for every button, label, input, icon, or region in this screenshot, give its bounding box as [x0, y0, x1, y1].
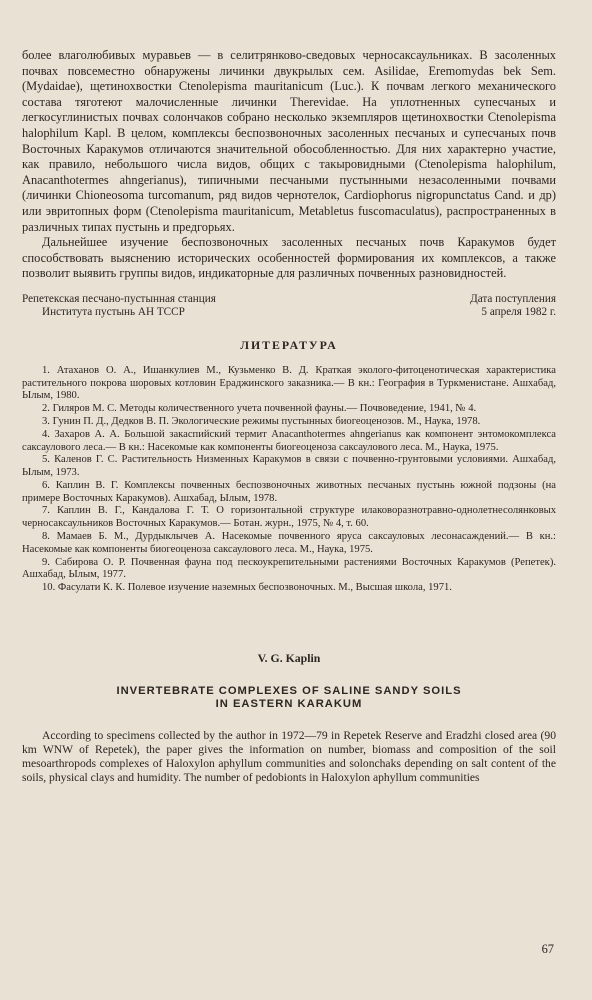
english-title	[22, 685, 556, 712]
reference-item: 1. Атаханов О. А., Ишанкулиев М., Кузьменко В. Д. Краткая эколого-фитоценотическая характеристика растительного покрова шоровых котловин Ераджинского заказника.— В кн.: География в Туркменистане. Ашхабад, Ылым, 1980.	[22, 364, 556, 402]
reference-item: 3. Гунин П. Д., Дедков В. П. Экологические режимы пустынных биогеоценозов. М., Наука, 1978.	[42, 415, 481, 427]
received-date-value: 5 апреля 1982 г.	[481, 306, 556, 319]
institution-line-2: Института пустынь АН ТССР	[42, 306, 185, 319]
page-number: 67	[541, 942, 554, 956]
english-abstract: According to specimens collected by the author in 1972—79 in Repetek Reserve and Eradzhi closed area (90 km WNW of Repetek), the paper gives the information on number, biomass and composition of the soil mesoarthropods complexes of Haloxylon aphyllum communities and solonchaks depending on salt content of the soils, physical clays and humidity. The number of pedobionts in Haloxylon aphyllum communities	[22, 728, 556, 785]
reference-item: 9. Сабирова О. Р. Почвенная фауна под пескоукрепительными растениями Восточных Каракумов (Репетек). Ашхабад, Ылым, 1977.	[22, 556, 556, 581]
reference-item: 8. Мамаев Б. М., Дурдыклычев А. Насекомые почвенного яруса саксауловых лесонасаждений.— В кн.: Насекомые как компоненты биогеоценоза саксаулового леса. М., Наука, 1975.	[22, 531, 556, 555]
institution-line-1: Репетекская песчано-пустынная станция	[22, 292, 216, 305]
english-title-line-2: IN EASTERN KARAKUM	[215, 698, 363, 711]
english-title-line-1: INVERTEBRATE COMPLEXES OF SALINE SANDY SOILS	[116, 685, 462, 698]
affiliation-block	[22, 293, 556, 320]
received-date-label: Дата поступления	[470, 292, 556, 305]
reference-item: 2. Гиляров М. С. Методы количественного учета почвенной фауны.— Почвоведение, 1941, № 4.	[42, 403, 477, 415]
article-body	[22, 48, 556, 282]
body-paragraph-2: Дальнейшее изучение беспозвоночных засоленных песчаных почв Каракумов будет способствовать выяснению исторических особенностей формирования их комплексов, а также позволит выявить группы видов, индикаторные для различных почвенных разновидностей.	[22, 235, 556, 281]
reference-item: 4. Захаров А. А. Большой закаспийский термит Anacanthotermes ahngerianus как компонент энтомокомплекса саксаулового леса.— В кн.: Насекомые как компоненты биогеоценоза саксаулового леса. М., Наука, 1975.	[22, 428, 556, 453]
literature-heading: ЛИТЕРАТУРА	[240, 337, 338, 352]
reference-item: 6. Каплин В. Г. Комплексы почвенных беспозвоночных животных песчаных пустынь южной подзоны (на примере Восточных Каракумов). Ашхабад, Ылым, 1978.	[22, 479, 556, 504]
received-date	[364, 293, 556, 320]
reference-list	[22, 365, 556, 595]
reference-item: 10. Фасулати К. К. Полевое изучение наземных беспозвоночных. М., Высшая школа, 1971.	[42, 582, 452, 594]
reference-item: 5. Каленов Г. С. Растительность Низменных Каракумов в связи с почвенно-грунтовыми условиями. Ашхабад, Ылым, 1973.	[22, 454, 556, 479]
body-paragraph-1: более влаголюбивых муравьев — в селитрянково-сведовых черносаксаульниках. В засоленных почвах повсеместно обнаружены личинки двукрылых сем. Asilidae, Eremomydas bek Sem. (Mydaidae), щетинохвостки Ctenolepisma mauritanicum (Luc.). К почвам легкого механического состава тяготеют малочисленные личинки Therevidae. На уплотненных супесчаных и легкосуглинистых почвах солончаков собрано несколько экземпляров щетинохвостки Ctenolepisma halophilum Kapl. В целом, комплексы беспозвоночных засоленных песчаных и супесчаных почв Восточных Каракумов отличаются значительной обособленностью. Для них характерно участие, как правило, небольшого числа видов, общих с такыровидными (Ctenolepisma halophilum, Anacanthotermes ahngerianus), типичными песчаными пустынными незасоленными почвами (личинки Chioneosoma turcomanum, ряд видов чернотелок, Cardiophorus nigropunctatus Cand. и др) или эвритопных форм (Ctenolepisma mauritanicum, Metabletus fuscomaculatus), распространенных в различных типах пустынь и предгорьях.	[22, 48, 556, 234]
english-author: V. G. Kaplin	[257, 651, 321, 666]
reference-item: 7. Каплин В. Г., Кандалова Г. Т. О горизонтальной структуре илаковоразнотравно-однолетнесолянковых черносаксаульников Восточных Каракумов.— Ботан. журн., 1975, № 4, т. 60.	[22, 505, 556, 530]
institution	[22, 293, 353, 320]
